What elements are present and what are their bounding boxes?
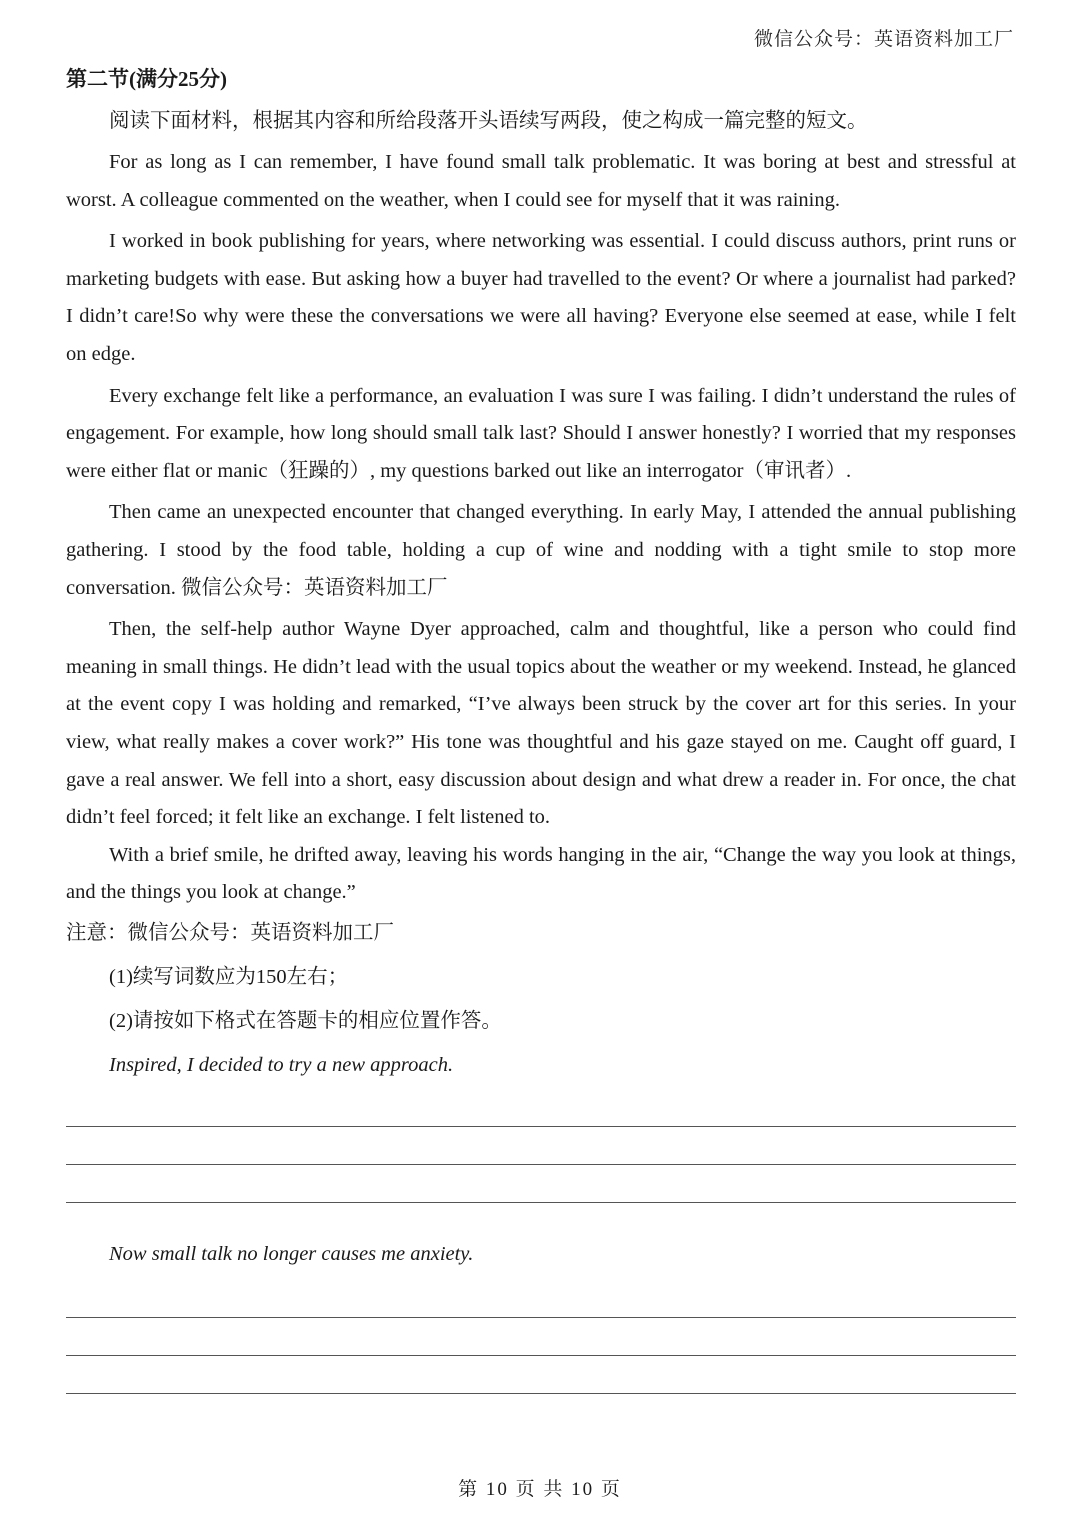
story-paragraph: With a brief smile, he drifted away, leaving his words hanging in the air, “Change the way you look at things, and the things you look at change.” xyxy=(66,843,1016,904)
header-watermark: 微信公众号：英语资料加工厂 xyxy=(753,29,1014,50)
story-paragraph: Every exchange felt like a performance, an evaluation I was sure I was failing. I didn’t understand the rules of engagement. For example, how long should small talk last? Should I answer honestly? I worried that my responses were either flat or manic（狂躁的）, my questions barked out like an interrogator（审讯者）. xyxy=(66,384,1016,482)
document-body xyxy=(66,62,1016,1084)
continuation-prompt-2: Now small talk no longer causes me anxiety. xyxy=(109,1243,474,1265)
answer-line xyxy=(66,1126,1016,1127)
answer-line xyxy=(66,1355,1016,1356)
answer-line xyxy=(66,1164,1016,1165)
section-title: 第二节(满分25分) xyxy=(66,67,227,91)
note-item: (2)请按如下格式在答题卡的相应位置作答。 xyxy=(109,1009,502,1032)
story-paragraph: For as long as I can remember, I have found small talk problematic. It was boring at best and stressful at worst. A colleague commented on the weather, when I could see for myself that it was raining. xyxy=(66,151,1016,211)
page-number: 第 10 页 共 10 页 xyxy=(458,1479,622,1500)
answer-line xyxy=(66,1317,1016,1318)
section-instruction: 阅读下面材料，根据其内容和所给段落开头语续写两段，使之构成一篇完整的短文。 xyxy=(109,110,868,132)
answer-line xyxy=(66,1202,1016,1203)
story-paragraph: I worked in book publishing for years, where networking was essential. I could discuss authors, print runs or marketing budgets with ease. But asking how a buyer had travelled to the event? Or where a journalist had parked? I didn’t care!So why were these the conversations we were all having? Everyone else seemed at ease, while I felt on edge. xyxy=(66,230,1016,365)
answer-line xyxy=(66,1393,1016,1394)
story-paragraph: Then, the self-help author Wayne Dyer approached, calm and thoughtful, like a person who could find meaning in small things. He didn’t lead with the usual topics about the weather or my weekend. Instead, he glanced at the event copy I was holding and remarked, “I’ve always been struck by the cover art for this series. In your view, what really makes a cover work?” His tone was thoughtful and his gaze stayed on me. Caught off guard, I gave a real answer. We fell into a short, easy discussion about design and what drew a reader in. For once, the chat didn’t feel forced; it felt like an exchange. I felt listened to. xyxy=(66,618,1016,829)
notes-title: 注意：微信公众号：英语资料加工厂 xyxy=(66,921,394,944)
continuation-prompt-1: Inspired, I decided to try a new approach. xyxy=(109,1053,454,1076)
note-item: (1)续写词数应为150左右； xyxy=(109,965,349,988)
story-paragraph: Then came an unexpected encounter that changed everything. In early May, I attended the annual publishing gathering. I stood by the food table, holding a cup of wine and nodding with a tight smile to stop more conversation. 微信公众号：英语资料加工厂 xyxy=(66,501,1016,599)
